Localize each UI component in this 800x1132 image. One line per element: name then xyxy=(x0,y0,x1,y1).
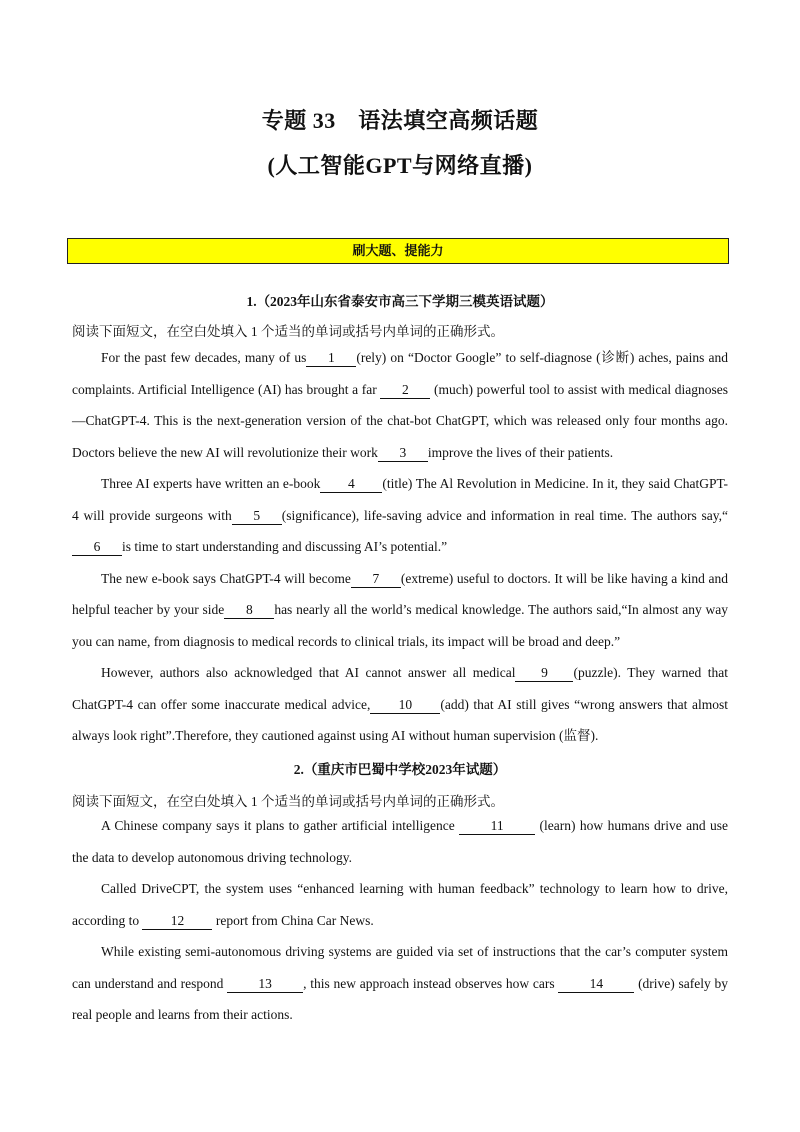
question-1-heading: 1.（2023年山东省泰安市高三下学期三模英语试题） xyxy=(246,294,554,309)
paragraph: The new e-book says ChatGPT-4 will become 7 (extreme) useful to doctors. It will be like having a kind and helpful teacher by your side 8 has nearly all the world’s medical knowledge. The authors said,“In almost any way you can name, from diagnosis to medical records to clinical trials, its impact will be broad and deep.” xyxy=(72,570,729,649)
blank-13[interactable]: 13 xyxy=(227,976,303,993)
paragraph: For the past few decades, many of us 1 (rely) on “Doctor Google” to self-diagnose (诊断) aches, pains and complaints. Artificial Intelligence (AI) has brought a far 2 (much) powerful tool to assist with medical diagnoses—ChatGPT-4. This is the next-generation version of the chat-bot ChatGPT, which was released only four months ago. Doctors believe the new AI will revolutionize their work 3 improve the lives of their patients. xyxy=(72,350,728,460)
blank-2[interactable]: 2 xyxy=(380,382,430,399)
paragraph: A Chinese company says it plans to gather artificial intelligence 11 (learn) how humans drive and use the data to develop autonomous driving technology. xyxy=(72,818,728,865)
blank-12[interactable]: 12 xyxy=(142,913,212,930)
blank-3[interactable]: 3 xyxy=(378,445,428,462)
section-banner: 刷大题、提能力 xyxy=(67,238,729,264)
paragraph: While existing semi-autonomous driving systems are guided via set of instructions that the car’s computer system can understand and respond 13 , this new approach instead observes how cars 14 (drive) safely by real people and learns from their actions. xyxy=(72,944,728,1022)
blank-9[interactable]: 9 xyxy=(515,665,573,682)
blank-8[interactable]: 8 xyxy=(224,602,274,619)
blank-11[interactable]: 11 xyxy=(459,818,535,835)
blank-6[interactable]: 6 xyxy=(72,539,122,556)
blank-10[interactable]: 10 xyxy=(370,697,440,714)
blank-1[interactable]: 1 xyxy=(306,350,356,367)
blank-5[interactable]: 5 xyxy=(232,508,282,525)
question-1-passage xyxy=(72,342,728,752)
blank-14[interactable]: 14 xyxy=(558,976,634,993)
blank-7[interactable]: 7 xyxy=(351,571,401,588)
question-1-instruction: 阅读下面短文，在空白处填入 1 个适当的单词或括号内单词的正确形式。 xyxy=(72,324,504,339)
question-2-instruction: 阅读下面短文，在空白处填入 1 个适当的单词或括号内单词的正确形式。 xyxy=(72,794,504,809)
blank-4[interactable]: 4 xyxy=(320,476,382,493)
paragraph: Called DriveCPT, the system uses “enhanced learning with human feedback” technology to learn how to drive, according to 12 report from China Car News. xyxy=(72,881,728,928)
title-line-2: (人工智能GPT与网络直播) xyxy=(267,153,533,178)
question-2-heading: 2.（重庆市巴蜀中学校2023年试题） xyxy=(293,762,507,777)
paragraph: However, authors also acknowledged that AI cannot answer all medical 9 (puzzle). They warned that ChatGPT-4 can offer some inaccurate medical advice, 10 (add) that AI still gives “wrong answers that almost always look right”.Therefore, they cautioned against using AI without human supervision (监督). xyxy=(72,665,729,743)
question-2-passage xyxy=(72,810,728,1031)
title-line-1: 专题 33 语法填空高频话题 xyxy=(261,108,539,133)
paragraph: Three AI experts have written an e-book 4 (title) The Al Revolution in Medicine. In it, they said ChatGPT-4 will provide surgeons with 5 (significance), life-saving advice and information in real time. The authors say,“6 is time to start understanding and discussing AI’s potential.” xyxy=(72,476,728,554)
